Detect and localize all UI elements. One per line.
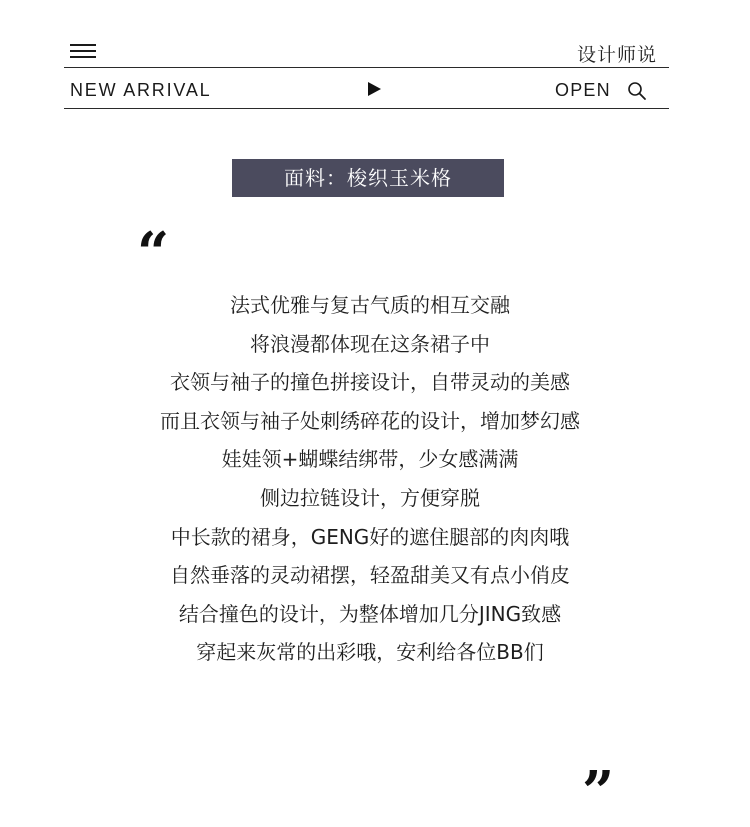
nav-bar: [64, 68, 669, 108]
open-quote-mark: “: [137, 220, 170, 286]
designer-says-label: 设计师说: [576, 44, 657, 66]
description-line: 衣领与袖子的撞色拼接设计，自带灵动的美感: [170, 370, 570, 395]
new-arrival-label[interactable]: NEW ARRIVAL: [70, 80, 212, 100]
header-divider-bottom: [64, 108, 669, 109]
description-line: 自然垂落的灵动裙摆，轻盈甜美又有点小俏皮: [170, 563, 570, 588]
top-bar: [64, 38, 669, 68]
hamburger-menu-icon[interactable]: [70, 44, 96, 60]
open-button[interactable]: OPEN: [555, 80, 611, 100]
product-description: [0, 286, 740, 672]
description-line: 侧边拉链设计，方便穿脱: [260, 485, 480, 510]
description-line: 将浪漫都体现在这条裙子中: [250, 331, 490, 356]
description-line: 中长款的裙身，GENG好的遮住腿部的肉肉哦: [170, 524, 570, 549]
description-line: 娃娃领+蝴蝶结绑带，少女感满满: [221, 447, 519, 472]
play-triangle-icon[interactable]: [368, 82, 381, 96]
description-line: 结合撞色的设计，为整体增加几分JING致感: [178, 601, 562, 626]
description-line: 穿起来灰常的出彩哦，安利给各位BB们: [196, 640, 544, 665]
fabric-banner: 面料：梭织玉米格: [232, 159, 504, 197]
close-quote-mark: ”: [582, 759, 615, 825]
search-icon[interactable]: [627, 81, 647, 101]
description-line: 而且衣领与袖子处刺绣碎花的设计，增加梦幻感: [160, 408, 580, 433]
description-line: 法式优雅与复古气质的相互交融: [230, 293, 510, 317]
